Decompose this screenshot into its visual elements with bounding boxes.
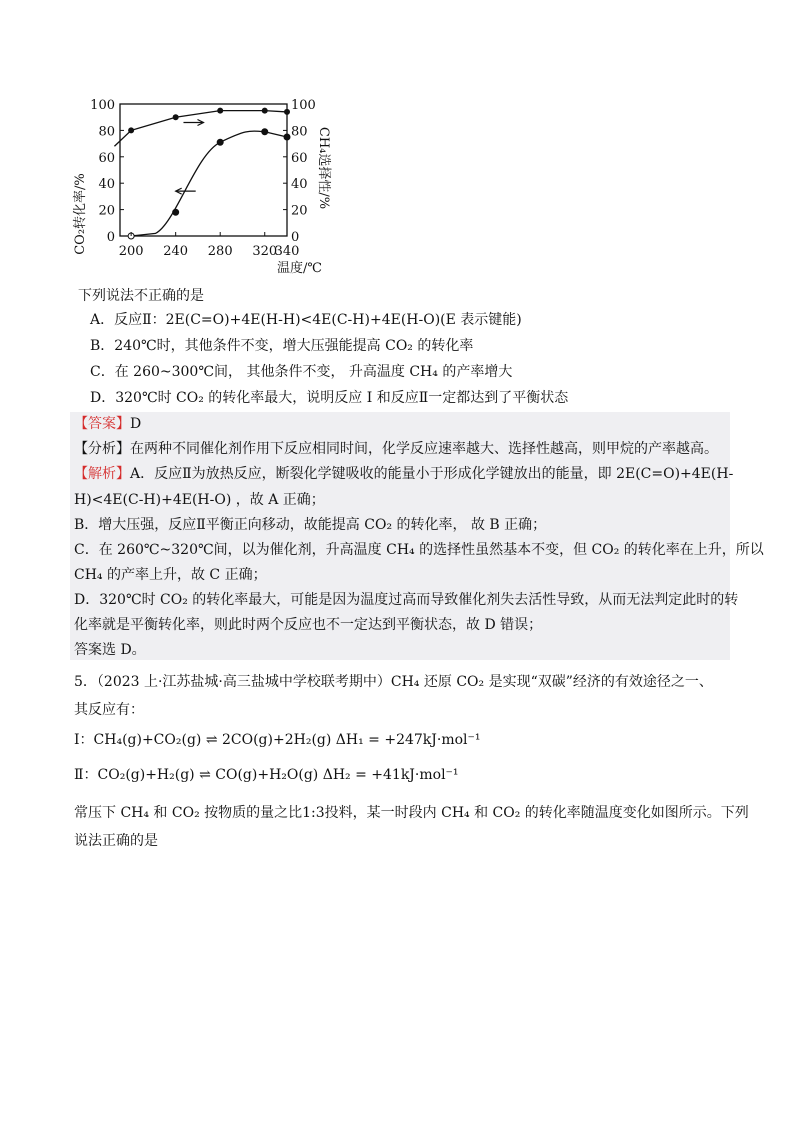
explanation-line-4: C．在 260℃~320℃间，以为催化剂，升高温度 CH₄ 的选择性虽然基本不变，但 CO₂ 的转化率在上升，所以 — [74, 542, 764, 558]
point-selectivity-4 — [284, 109, 290, 115]
q5-header: 5．（2023 上·江苏盐城·高三盐城中学校联考期中）CH₄ 还原 CO₂ 是实现“双碳”经济的有效途径之一、 — [74, 674, 713, 690]
y-axis-label-left: CO₂转化率/% — [73, 173, 88, 255]
x-tick-label-3: 320 — [252, 244, 278, 259]
analysis-text: 在两种不同催化剂作用下反应相同时间，化学反应速率越大、选择性越高，则甲烷的产率越高。 — [130, 441, 718, 457]
explanation-tag: 【解析】 — [74, 466, 130, 482]
q5-question: 说法正确的是 — [74, 833, 158, 849]
x-axis-label: 温度/℃ — [277, 261, 322, 276]
y-tick-label-right-2: 40 — [291, 177, 308, 193]
y-tick-label-left-0: 0 — [106, 230, 115, 245]
y-tick-label-left-3: 60 — [98, 150, 115, 166]
option-d: D．320℃时 CO₂ 的转化率最大，说明反应 I 和反应Ⅱ一定都达到了平衡状态 — [90, 390, 569, 406]
point-conversion-3 — [262, 129, 268, 135]
point-conversion-4 — [284, 134, 290, 140]
analysis-tag: 【分析】 — [74, 441, 130, 457]
x-tick-label-2: 280 — [207, 244, 233, 259]
point-selectivity-1 — [173, 114, 179, 120]
option-c: C．在 260~300℃间， 其他条件不变， 升高温度 CH₄ 的产率增大 — [90, 364, 513, 380]
q5-condition: 常压下 CH₄ 和 CO₂ 按物质的量之比1:3投料，某一时段内 CH₄ 和 CO₂ 的转化率随温度变化如图所示。下列 — [74, 805, 749, 821]
question-intro: 下列说法不正确的是 — [78, 288, 204, 304]
option-b: B．240℃时，其他条件不变，增大压强能提高 CO₂ 的转化率 — [90, 338, 474, 354]
explanation-line-5: CH₄ 的产率上升，故 C 正确； — [74, 567, 267, 583]
chart — [70, 96, 350, 276]
answer-value: D — [130, 416, 142, 432]
point-conversion-2 — [217, 139, 223, 145]
explanation-line-3: B．增大压强，反应Ⅱ平衡正向移动，故能提高 CO₂ 的转化率， 故 B 正确； — [74, 517, 547, 533]
plot-frame — [120, 104, 287, 236]
point-selectivity-2 — [217, 108, 223, 114]
explanation-line-8: 答案选 D。 — [74, 642, 146, 658]
point-conversion-1 — [173, 209, 179, 215]
x-tick-label-1: 240 — [163, 244, 189, 259]
series-line-selectivity — [114, 111, 287, 147]
explanation-text-1: A．反应Ⅱ为放热反应，断裂化学键吸收的能量小于形成化学键放出的能量，即 2E(C=O)+4E(H- — [130, 466, 734, 482]
series-line-conversion — [131, 131, 287, 236]
explanation-line-1 — [74, 464, 733, 484]
explanation-line-7: 化率就是平衡转化率，则此时两个反应也不一定达到平衡状态，故 D 错误； — [74, 617, 543, 633]
y-tick-label-left-1: 20 — [98, 203, 115, 219]
answer-line — [74, 414, 141, 434]
y-tick-label-left-5: 100 — [90, 98, 115, 113]
option-a: A．反应Ⅱ：2E(C=O)+4E(H-H)<4E(C-H)+4E(H-O)(E 表示键能) — [90, 312, 522, 328]
q5-reaction-2: Ⅱ：CO₂(g)+H₂(g) ⇌ CO(g)+H₂O(g) ΔH₂ = +41kJ·mol⁻¹ — [74, 767, 459, 783]
y-tick-label-right-1: 20 — [291, 203, 308, 219]
chart-svg — [70, 96, 350, 276]
y-axis-label-right: CH₄选择性/% — [316, 126, 331, 210]
q5-reaction-1: Ⅰ：CH₄(g)+CO₂(g) ⇌ 2CO(g)+2H₂(g) ΔH₁ = +247kJ·mol⁻¹ — [74, 732, 481, 748]
y-tick-label-right-5: 100 — [291, 98, 316, 113]
y-tick-label-right-3: 60 — [291, 150, 308, 166]
x-tick-label-0: 200 — [118, 244, 144, 259]
analysis-line — [74, 439, 718, 459]
point-selectivity-3 — [262, 108, 268, 114]
explanation-line-2: H)<4E(C-H)+4E(H-O) ，故 A 正确； — [74, 492, 325, 508]
y-tick-label-right-0: 0 — [291, 230, 300, 245]
explanation-line-6: D．320℃时 CO₂ 的转化率最大，可能是因为温度过高而导致催化剂失去活性导致，从而无法判定此时的转 — [74, 592, 739, 608]
x-tick-label-4: 340 — [274, 244, 300, 259]
point-selectivity-0 — [128, 127, 134, 133]
y-tick-label-right-4: 80 — [291, 124, 308, 140]
y-tick-label-left-4: 80 — [98, 124, 115, 140]
y-tick-label-left-2: 40 — [98, 177, 115, 193]
q5-intro: 其反应有： — [74, 702, 144, 718]
answer-tag: 【答案】 — [74, 416, 130, 432]
